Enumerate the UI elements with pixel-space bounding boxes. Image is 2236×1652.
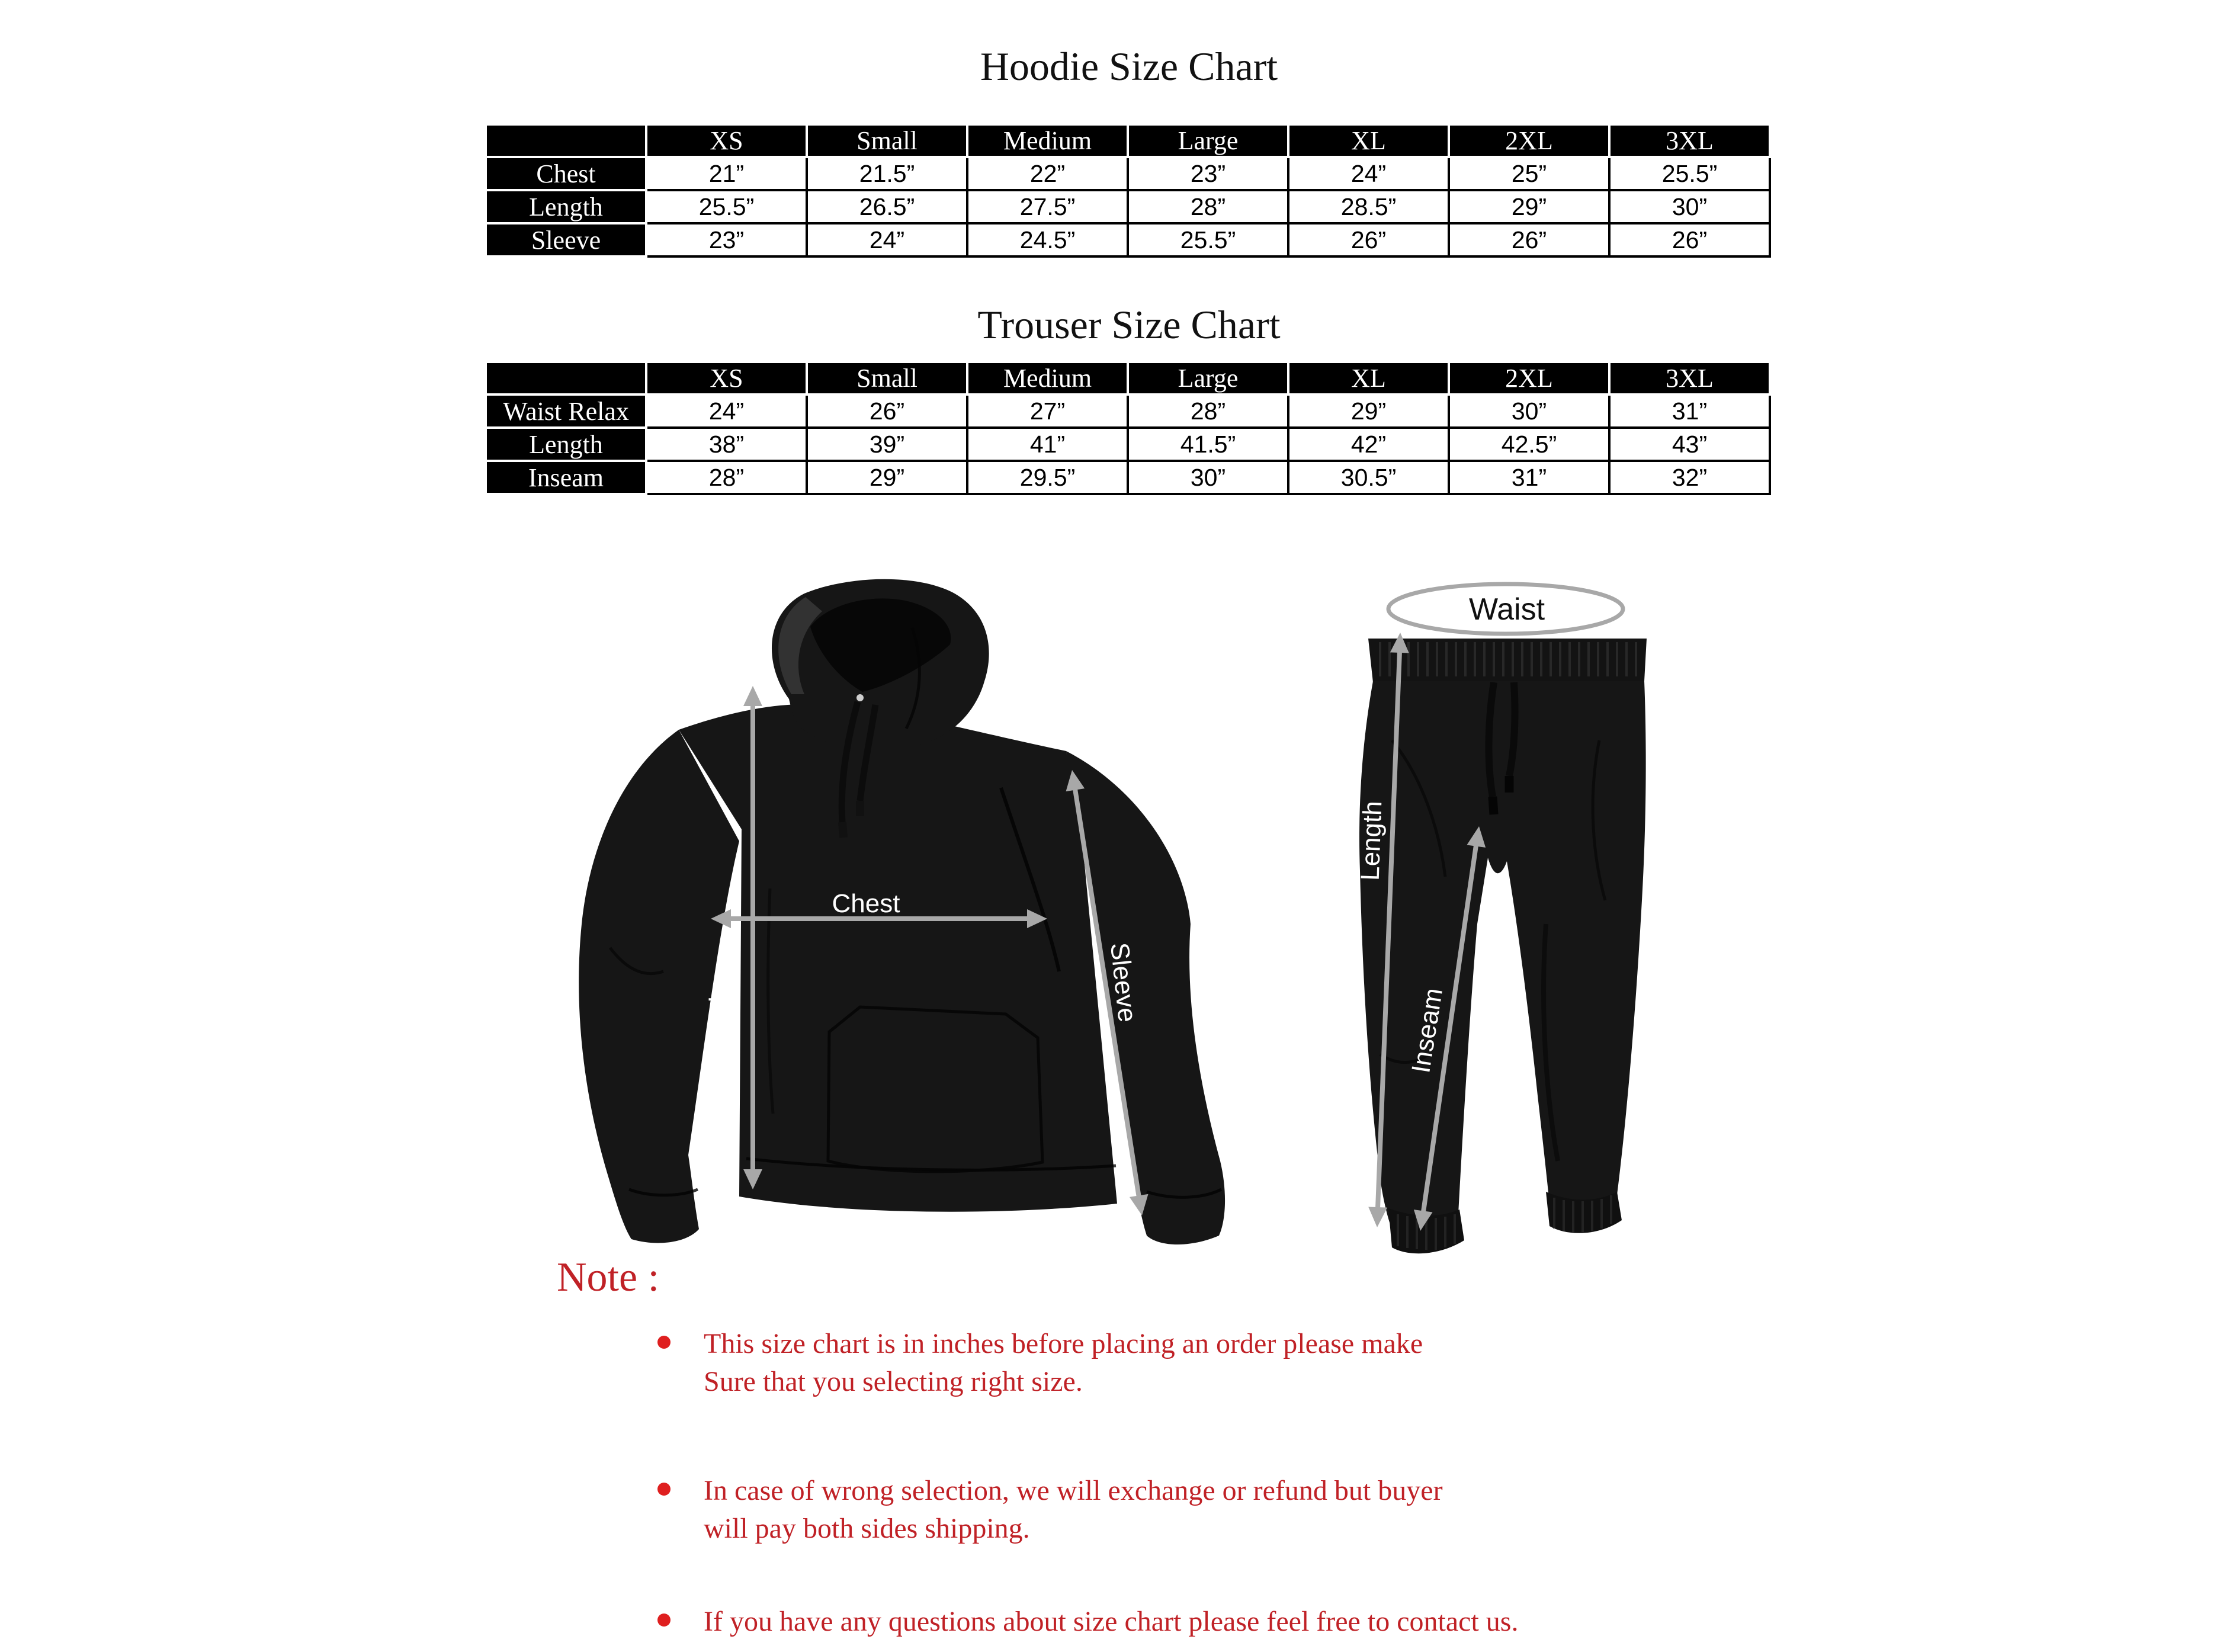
size-cell: 42.5” <box>1450 429 1611 462</box>
size-cell: 26.5” <box>808 191 968 224</box>
size-cell: 41.5” <box>1129 429 1289 462</box>
column-header: 2XL <box>1450 126 1611 158</box>
trousers-illustration <box>1339 569 1682 1268</box>
size-cell: 32” <box>1611 462 1771 495</box>
bullet-dot <box>657 1336 671 1349</box>
trousers-aglet-left <box>1493 797 1494 814</box>
size-cell: 29” <box>1450 191 1611 224</box>
hoodie-length-label: Length <box>704 987 733 1068</box>
size-cell: 41” <box>968 429 1129 462</box>
size-cell: 25.5” <box>647 191 808 224</box>
size-cell: 42” <box>1289 429 1450 462</box>
row-label: Chest <box>487 158 647 191</box>
note-bullet-item <box>657 1325 1783 1401</box>
column-header: XS <box>647 363 808 396</box>
hoodie-torso <box>679 704 1117 1212</box>
column-header: 3XL <box>1611 126 1771 158</box>
size-cell: 38” <box>647 429 808 462</box>
hoodie-aglet-left <box>842 822 843 838</box>
size-cell: 24” <box>808 224 968 258</box>
bullet-dot <box>657 1483 671 1496</box>
hoodie-left-sleeve <box>579 730 739 1243</box>
size-cell: 39” <box>808 429 968 462</box>
hoodie-chart-title: Hoodie Size Chart <box>980 44 1278 89</box>
note-bullet-text <box>704 1325 1423 1401</box>
column-header: XL <box>1289 363 1450 396</box>
column-header: Medium <box>968 363 1129 396</box>
column-header: 2XL <box>1450 363 1611 396</box>
hoodie-left-sleeve-gap <box>702 1170 718 1260</box>
note-bullet-item <box>657 1472 1783 1548</box>
size-cell: 25.5” <box>1611 158 1771 191</box>
size-cell: 29” <box>1289 396 1450 429</box>
size-cell: 30” <box>1450 396 1611 429</box>
size-cell: 26” <box>1289 224 1450 258</box>
trouser-size-table <box>487 363 1771 495</box>
hoodie-illustration <box>551 569 1262 1274</box>
size-cell: 28.5” <box>1289 191 1450 224</box>
column-header <box>487 126 647 158</box>
size-cell: 29” <box>808 462 968 495</box>
size-cell: 24” <box>1289 158 1450 191</box>
size-cell: 26” <box>1450 224 1611 258</box>
size-cell: 21” <box>647 158 808 191</box>
row-label: Length <box>487 429 647 462</box>
size-cell: 27” <box>968 396 1129 429</box>
size-cell: 25” <box>1450 158 1611 191</box>
note-line: Sure that you selecting right size. <box>704 1366 1083 1397</box>
column-header: Medium <box>968 126 1129 158</box>
size-cell: 31” <box>1450 462 1611 495</box>
column-header <box>487 363 647 396</box>
trousers-waist-label: Waist <box>1468 592 1545 627</box>
note-bullet-text <box>704 1472 1443 1548</box>
hoodie-sleeve-label: Sleeve <box>1105 941 1142 1024</box>
size-cell: 22” <box>968 158 1129 191</box>
column-header: Large <box>1129 363 1289 396</box>
size-cell: 30” <box>1611 191 1771 224</box>
column-header: Large <box>1129 126 1289 158</box>
hoodie-size-table <box>487 126 1771 258</box>
note-line: This size chart is in inches before placing an order please make <box>704 1328 1423 1359</box>
row-label: Waist Relax <box>487 396 647 429</box>
note-title: Note : <box>557 1255 660 1300</box>
note-line: will pay both sides shipping. <box>704 1513 1030 1544</box>
column-header: XS <box>647 126 808 158</box>
row-label: Inseam <box>487 462 647 495</box>
note-bullet-text <box>704 1603 1518 1641</box>
column-header: Small <box>808 363 968 396</box>
column-header: 3XL <box>1611 363 1771 396</box>
size-cell: 23” <box>1129 158 1289 191</box>
size-cell: 24” <box>647 396 808 429</box>
column-header: XL <box>1289 126 1450 158</box>
table-row <box>487 224 1771 258</box>
table-row <box>487 462 1771 495</box>
note-line: If you have any questions about size chart please feel free to contact us. <box>704 1606 1519 1637</box>
trousers-waistband <box>1368 639 1647 682</box>
size-cell: 30” <box>1129 462 1289 495</box>
bullet-dot <box>657 1613 671 1627</box>
table-row <box>487 429 1771 462</box>
size-cell: 21.5” <box>808 158 968 191</box>
size-cell: 31” <box>1611 396 1771 429</box>
size-cell: 29.5” <box>968 462 1129 495</box>
size-cell: 43” <box>1611 429 1771 462</box>
trouser-chart-title: Trouser Size Chart <box>977 302 1281 347</box>
table-row <box>487 191 1771 224</box>
hoodie-eyelet <box>856 694 864 701</box>
size-cell: 26” <box>808 396 968 429</box>
size-cell: 27.5” <box>968 191 1129 224</box>
column-header: Small <box>808 126 968 158</box>
size-cell: 28” <box>647 462 808 495</box>
table-row <box>487 396 1771 429</box>
hoodie-chest-label: Chest <box>832 889 900 918</box>
trousers-length-label: Length <box>1355 800 1388 881</box>
note-line: In case of wrong selection, we will exchange or refund but buyer <box>704 1475 1443 1506</box>
trousers-inseam-label: Inseam <box>1406 986 1449 1075</box>
size-cell: 25.5” <box>1129 224 1289 258</box>
size-cell: 28” <box>1129 191 1289 224</box>
size-cell: 26” <box>1611 224 1771 258</box>
size-cell: 23” <box>647 224 808 258</box>
size-cell: 28” <box>1129 396 1289 429</box>
row-label: Sleeve <box>487 224 647 258</box>
size-cell: 24.5” <box>968 224 1129 258</box>
note-bullet-item <box>657 1603 1783 1641</box>
row-label: Length <box>487 191 647 224</box>
size-cell: 30.5” <box>1289 462 1450 495</box>
table-row <box>487 158 1771 191</box>
trousers-legs <box>1359 681 1646 1236</box>
